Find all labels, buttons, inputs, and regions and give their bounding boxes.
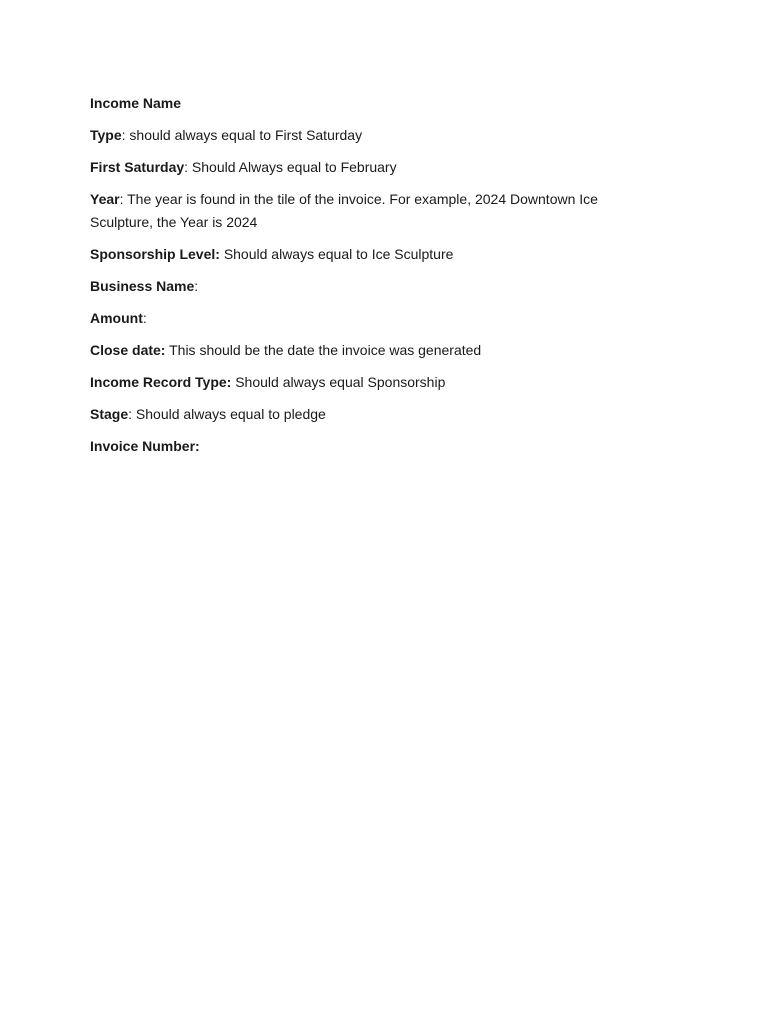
field-label: Sponsorship Level: bbox=[90, 246, 220, 262]
field-label: First Saturday bbox=[90, 159, 185, 175]
field-business-name bbox=[90, 275, 630, 298]
field-year bbox=[90, 188, 630, 234]
field-value: The year is found in the tile of the invoice. For example, 2024 Downtown Ice Sculpture, the Year is 2024 bbox=[90, 191, 598, 230]
field-amount bbox=[90, 307, 630, 330]
field-separator: : bbox=[119, 191, 128, 207]
field-value: Should always equal to Ice Sculpture bbox=[223, 246, 454, 262]
field-value: Should always equal Sponsorship bbox=[235, 374, 446, 390]
field-separator: : bbox=[194, 278, 199, 294]
field-label: Business Name bbox=[90, 278, 195, 294]
field-label: Stage bbox=[90, 406, 129, 422]
field-first-saturday bbox=[90, 156, 630, 179]
field-value: Should always equal to pledge bbox=[135, 406, 326, 422]
field-label: Type bbox=[90, 127, 122, 143]
field-separator: : bbox=[142, 310, 147, 326]
field-separator: : bbox=[184, 159, 192, 175]
field-income-record-type bbox=[90, 371, 630, 394]
field-label: Close date: bbox=[90, 342, 166, 358]
document-body bbox=[90, 92, 630, 467]
heading-label: Income Name bbox=[90, 95, 182, 111]
field-label: Amount bbox=[90, 310, 143, 326]
field-stage bbox=[90, 403, 630, 426]
field-value: should always equal to First Saturday bbox=[129, 127, 363, 143]
field-type bbox=[90, 124, 630, 147]
heading-income-name bbox=[90, 92, 630, 115]
field-invoice-number bbox=[90, 435, 630, 458]
field-label: Year bbox=[90, 191, 120, 207]
field-separator: : bbox=[121, 127, 130, 143]
field-sponsorship-level bbox=[90, 243, 630, 266]
field-value: Should Always equal to February bbox=[191, 159, 397, 175]
field-separator: : bbox=[128, 406, 136, 422]
field-close-date bbox=[90, 339, 630, 362]
field-label: Invoice Number: bbox=[90, 438, 200, 454]
field-value: This should be the date the invoice was generated bbox=[169, 342, 482, 358]
field-label: Income Record Type: bbox=[90, 374, 232, 390]
